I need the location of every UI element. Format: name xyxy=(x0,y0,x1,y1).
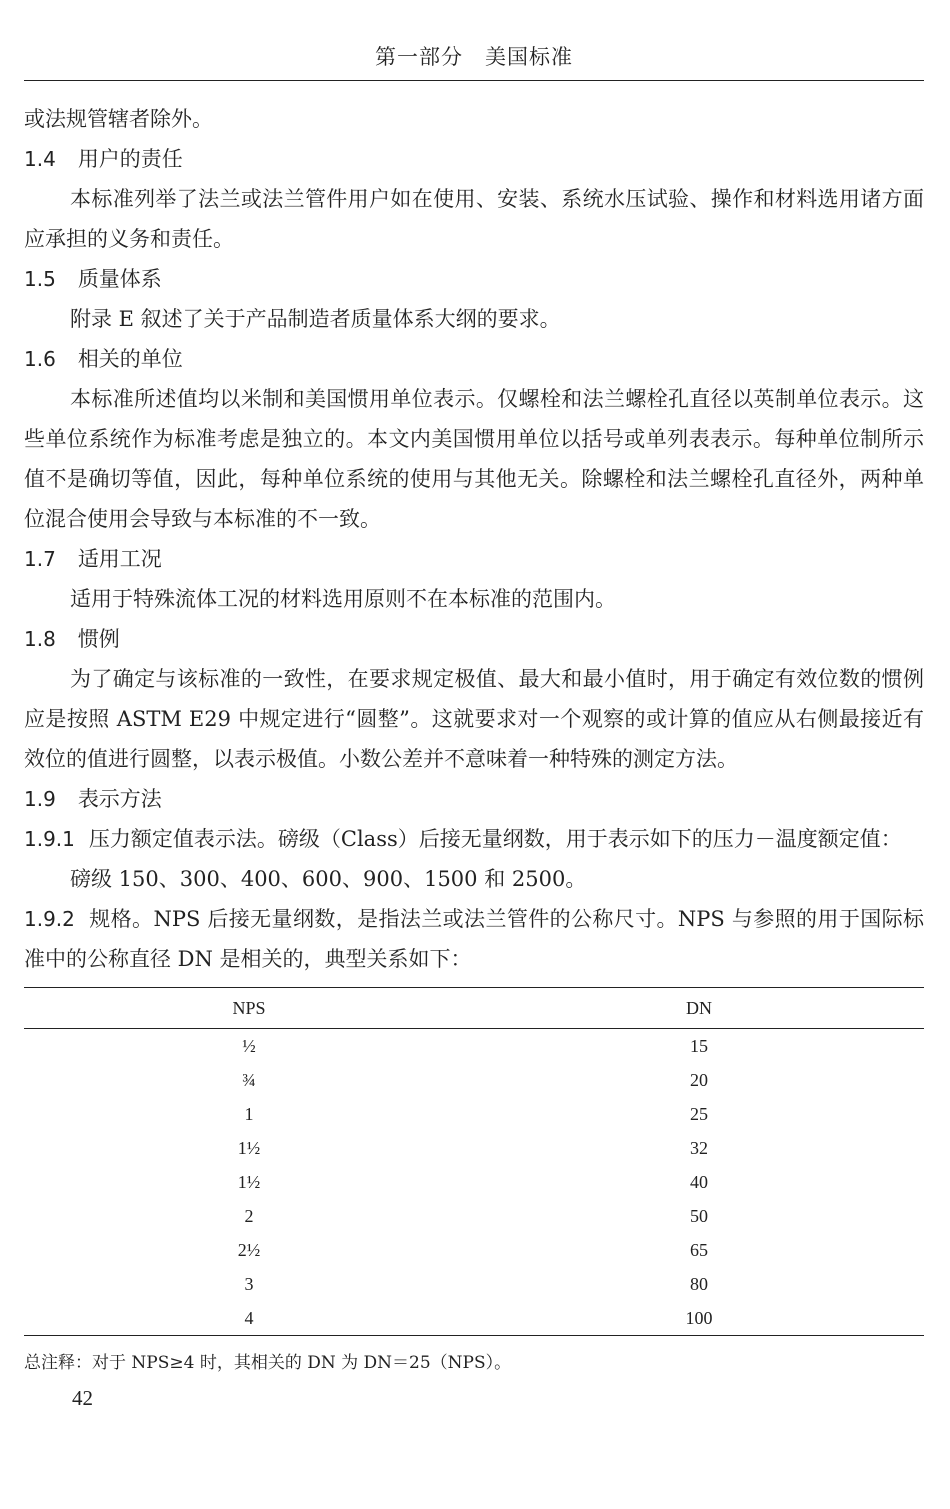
cell-nps: 3 xyxy=(244,1273,254,1294)
section-title: 惯例 xyxy=(77,627,120,651)
table-row xyxy=(24,1029,924,1064)
cell-dn: 50 xyxy=(690,1205,708,1226)
table-row xyxy=(24,1165,924,1199)
paragraph: 磅级 150、300、400、600、900、1500 和 2500。 xyxy=(70,867,587,891)
cell-nps: 1½ xyxy=(237,1137,261,1158)
section-title: 用户的责任 xyxy=(77,147,183,171)
cell-nps: 1½ xyxy=(237,1171,261,1192)
table-row xyxy=(24,1267,924,1301)
section-title: 适用工况 xyxy=(77,547,162,571)
section-title: 质量体系 xyxy=(77,267,162,291)
table-row xyxy=(24,1233,924,1267)
cell-dn: 65 xyxy=(690,1239,708,1260)
cell-dn: 32 xyxy=(690,1137,708,1158)
table-header-dn: DN xyxy=(474,988,924,1029)
table-body xyxy=(24,1029,924,1336)
section-number: 1.9 xyxy=(24,787,56,811)
table-header-nps: NPS xyxy=(24,988,474,1029)
section-number: 1.6 xyxy=(24,347,56,371)
table-row xyxy=(24,1131,924,1165)
paragraph: 本标准所述值均以米制和美国惯用单位表示。仅螺栓和法兰螺栓孔直径以英制单位表示。这些单位系统作为标准考虑是独立的。本文内美国惯用单位以括号或单列表表示。每种单位制所示值不是确切等值，因此，每种单位系统的使用与其他无关。除螺栓和法兰螺栓孔直径外，两种单位混合使用会导致与本标准的不一致。 xyxy=(24,387,924,531)
paragraph: 适用于特殊流体工况的材料选用原则不在本标准的范围内。 xyxy=(70,587,616,611)
section-heading xyxy=(24,779,924,819)
cell-dn: 40 xyxy=(690,1171,708,1192)
section-title: 相关的单位 xyxy=(77,347,183,371)
cell-nps: 1 xyxy=(244,1103,254,1124)
cell-nps: ½ xyxy=(242,1035,256,1056)
section-heading xyxy=(24,339,924,379)
section-heading xyxy=(24,139,924,179)
section-number: 1.8 xyxy=(24,627,56,651)
section-heading xyxy=(24,619,924,659)
section-title: 表示方法 xyxy=(77,787,162,811)
subsection-number: 1.9.1 xyxy=(24,827,75,851)
cell-nps: 2½ xyxy=(237,1239,261,1260)
section-number: 1.7 xyxy=(24,547,56,571)
section-heading xyxy=(24,539,924,579)
paragraph: 或法规管辖者除外。 xyxy=(24,107,213,131)
cell-dn: 25 xyxy=(690,1103,708,1124)
subsection-text: 规格。NPS 后接无量纲数，是指法兰或法兰管件的公称尺寸。NPS 与参照的用于国际标准中的公称直径 DN 是相关的，典型关系如下： xyxy=(24,907,924,971)
paragraph: 为了确定与该标准的一致性，在要求规定极值、最大和最小值时，用于确定有效位数的惯例应是按照 ASTM E29 中规定进行“圆整”。这就要求对一个观察的或计算的值应从右侧最接近有效位的值进行圆整，以表示极值。小数公差并不意味着一种特殊的测定方法。 xyxy=(24,667,924,771)
body-text xyxy=(24,99,924,979)
cell-dn: 20 xyxy=(690,1069,708,1090)
general-note: 总注释：对于 NPS≥4 时，其相关的 DN 为 DN＝25（NPS）。 xyxy=(24,1353,512,1373)
table-header-row xyxy=(24,988,924,1029)
subsection-text: 压力额定值表示法。磅级（Class）后接无量纲数，用于表示如下的压力－温度额定值： xyxy=(88,827,902,851)
cell-nps: 4 xyxy=(244,1307,254,1328)
table-row xyxy=(24,1063,924,1097)
section-number: 1.5 xyxy=(24,267,56,291)
cell-dn: 100 xyxy=(685,1307,713,1328)
table-row xyxy=(24,1199,924,1233)
paragraph: 附录 E 叙述了关于产品制造者质量体系大纲的要求。 xyxy=(70,307,561,331)
section-number: 1.4 xyxy=(24,147,56,171)
subsection-number: 1.9.2 xyxy=(24,907,75,931)
cell-nps: ¾ xyxy=(242,1069,256,1090)
nps-dn-table xyxy=(24,987,924,1336)
cell-dn: 80 xyxy=(690,1273,708,1294)
subsection-paragraph xyxy=(24,819,924,859)
cell-nps: 2 xyxy=(244,1205,254,1226)
document-page xyxy=(24,0,924,1411)
page-number: 42 xyxy=(72,1386,93,1410)
table-row xyxy=(24,1097,924,1131)
paragraph: 本标准列举了法兰或法兰管件用户如在使用、安装、系统水压试验、操作和材料选用诸方面应承担的义务和责任。 xyxy=(24,187,924,251)
subsection-paragraph xyxy=(24,899,924,979)
table-row xyxy=(24,1301,924,1335)
running-header: 第一部分 美国标准 xyxy=(24,0,924,81)
cell-dn: 15 xyxy=(690,1035,708,1056)
section-heading xyxy=(24,259,924,299)
